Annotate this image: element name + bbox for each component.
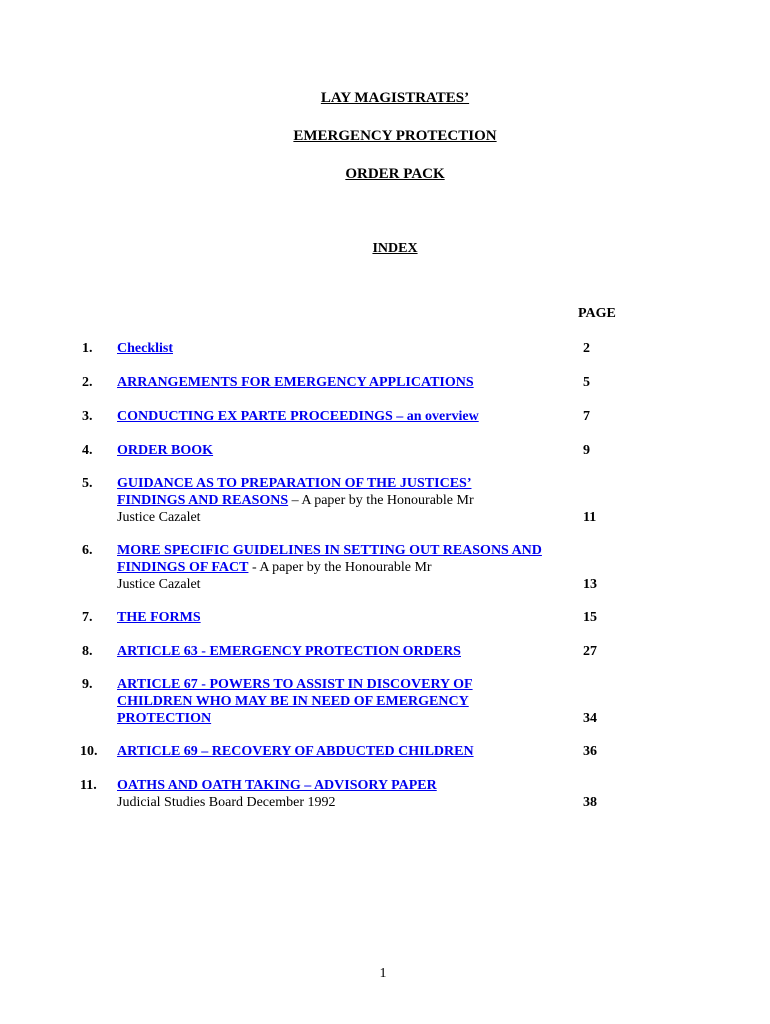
entry-content (117, 743, 577, 760)
entry-number: 11. (80, 778, 97, 793)
entry-page-number: 2 (583, 341, 590, 356)
entry-link-article-63[interactable]: ARTICLE 63 - EMERGENCY PROTECTION ORDERS (117, 644, 461, 659)
entry-page-number: 27 (583, 644, 597, 659)
entry-content (117, 475, 532, 526)
entry-number: 2. (82, 375, 93, 390)
entry-content (117, 777, 577, 811)
footer-page-number: 1 (379, 966, 387, 981)
entry-description-source: Judicial Studies Board December 1992 (117, 795, 336, 810)
index-heading: INDEX (372, 241, 418, 256)
entry-number: 7. (82, 610, 93, 625)
entry-number: 1. (82, 341, 93, 356)
entry-link-specific-guidelines[interactable]: MORE SPECIFIC GUIDELINES IN SETTING OUT REASONS AND FINDINGS OF FACT (117, 543, 542, 575)
entry-content (117, 340, 557, 357)
entry-number: 10. (80, 744, 98, 759)
entry-link-ex-parte[interactable]: CONDUCTING EX PARTE PROCEEDINGS – an overview (117, 409, 479, 424)
entry-page-number: 36 (583, 744, 597, 759)
entry-number: 4. (82, 443, 93, 458)
entry-page-number: 5 (583, 375, 590, 390)
entry-link-article-67[interactable]: ARTICLE 67 - POWERS TO ASSIST IN DISCOVERY OF CHILDREN WHO MAY BE IN NEED OF EMERGENCY PROTECTION (117, 677, 473, 726)
entry-page-number: 13 (583, 577, 597, 592)
entry-link-guidance[interactable]: GUIDANCE AS TO PREPARATION OF THE JUSTICES’ FINDINGS AND REASONS (117, 476, 472, 508)
entry-number: 8. (82, 644, 93, 659)
entry-content (117, 374, 577, 391)
entry-page-number: 9 (583, 443, 590, 458)
title-order-pack: ORDER PACK (345, 166, 445, 182)
entry-description: – A paper by the Honourable Mr (288, 493, 474, 508)
title-emergency-protection: EMERGENCY PROTECTION (293, 128, 497, 144)
entry-content (117, 643, 577, 660)
entry-link-checklist[interactable]: Checklist (117, 341, 173, 356)
entry-page-number: 11 (583, 510, 597, 525)
entry-number: 6. (82, 543, 93, 558)
entry-description-author: Justice Cazalet (117, 510, 201, 525)
entry-description: - A paper by the Honourable Mr (248, 560, 432, 575)
entry-number: 9. (82, 677, 93, 692)
entry-page-number: 38 (583, 795, 597, 810)
entry-number: 3. (82, 409, 93, 424)
entry-link-arrangements[interactable]: ARRANGEMENTS FOR EMERGENCY APPLICATIONS (117, 375, 474, 390)
entry-description-author: Justice Cazalet (117, 577, 201, 592)
entry-content (117, 442, 557, 459)
entry-content (117, 609, 557, 626)
entry-link-oaths[interactable]: OATHS AND OATH TAKING – ADVISORY PAPER (117, 778, 437, 793)
entry-link-the-forms[interactable]: THE FORMS (117, 610, 201, 625)
title-lay-magistrates: LAY MAGISTRATES’ (320, 90, 470, 106)
entry-content (117, 542, 562, 593)
entry-page-number: 15 (583, 610, 597, 625)
entry-number: 5. (82, 476, 93, 491)
entry-content (117, 408, 577, 425)
page-column-header: PAGE (578, 306, 616, 321)
entry-page-number: 34 (583, 711, 597, 726)
entry-link-order-book[interactable]: ORDER BOOK (117, 443, 214, 458)
entry-page-number: 7 (583, 409, 590, 424)
entry-content (117, 676, 527, 727)
entry-link-article-69[interactable]: ARTICLE 69 – RECOVERY OF ABDUCTED CHILDREN (117, 744, 474, 759)
